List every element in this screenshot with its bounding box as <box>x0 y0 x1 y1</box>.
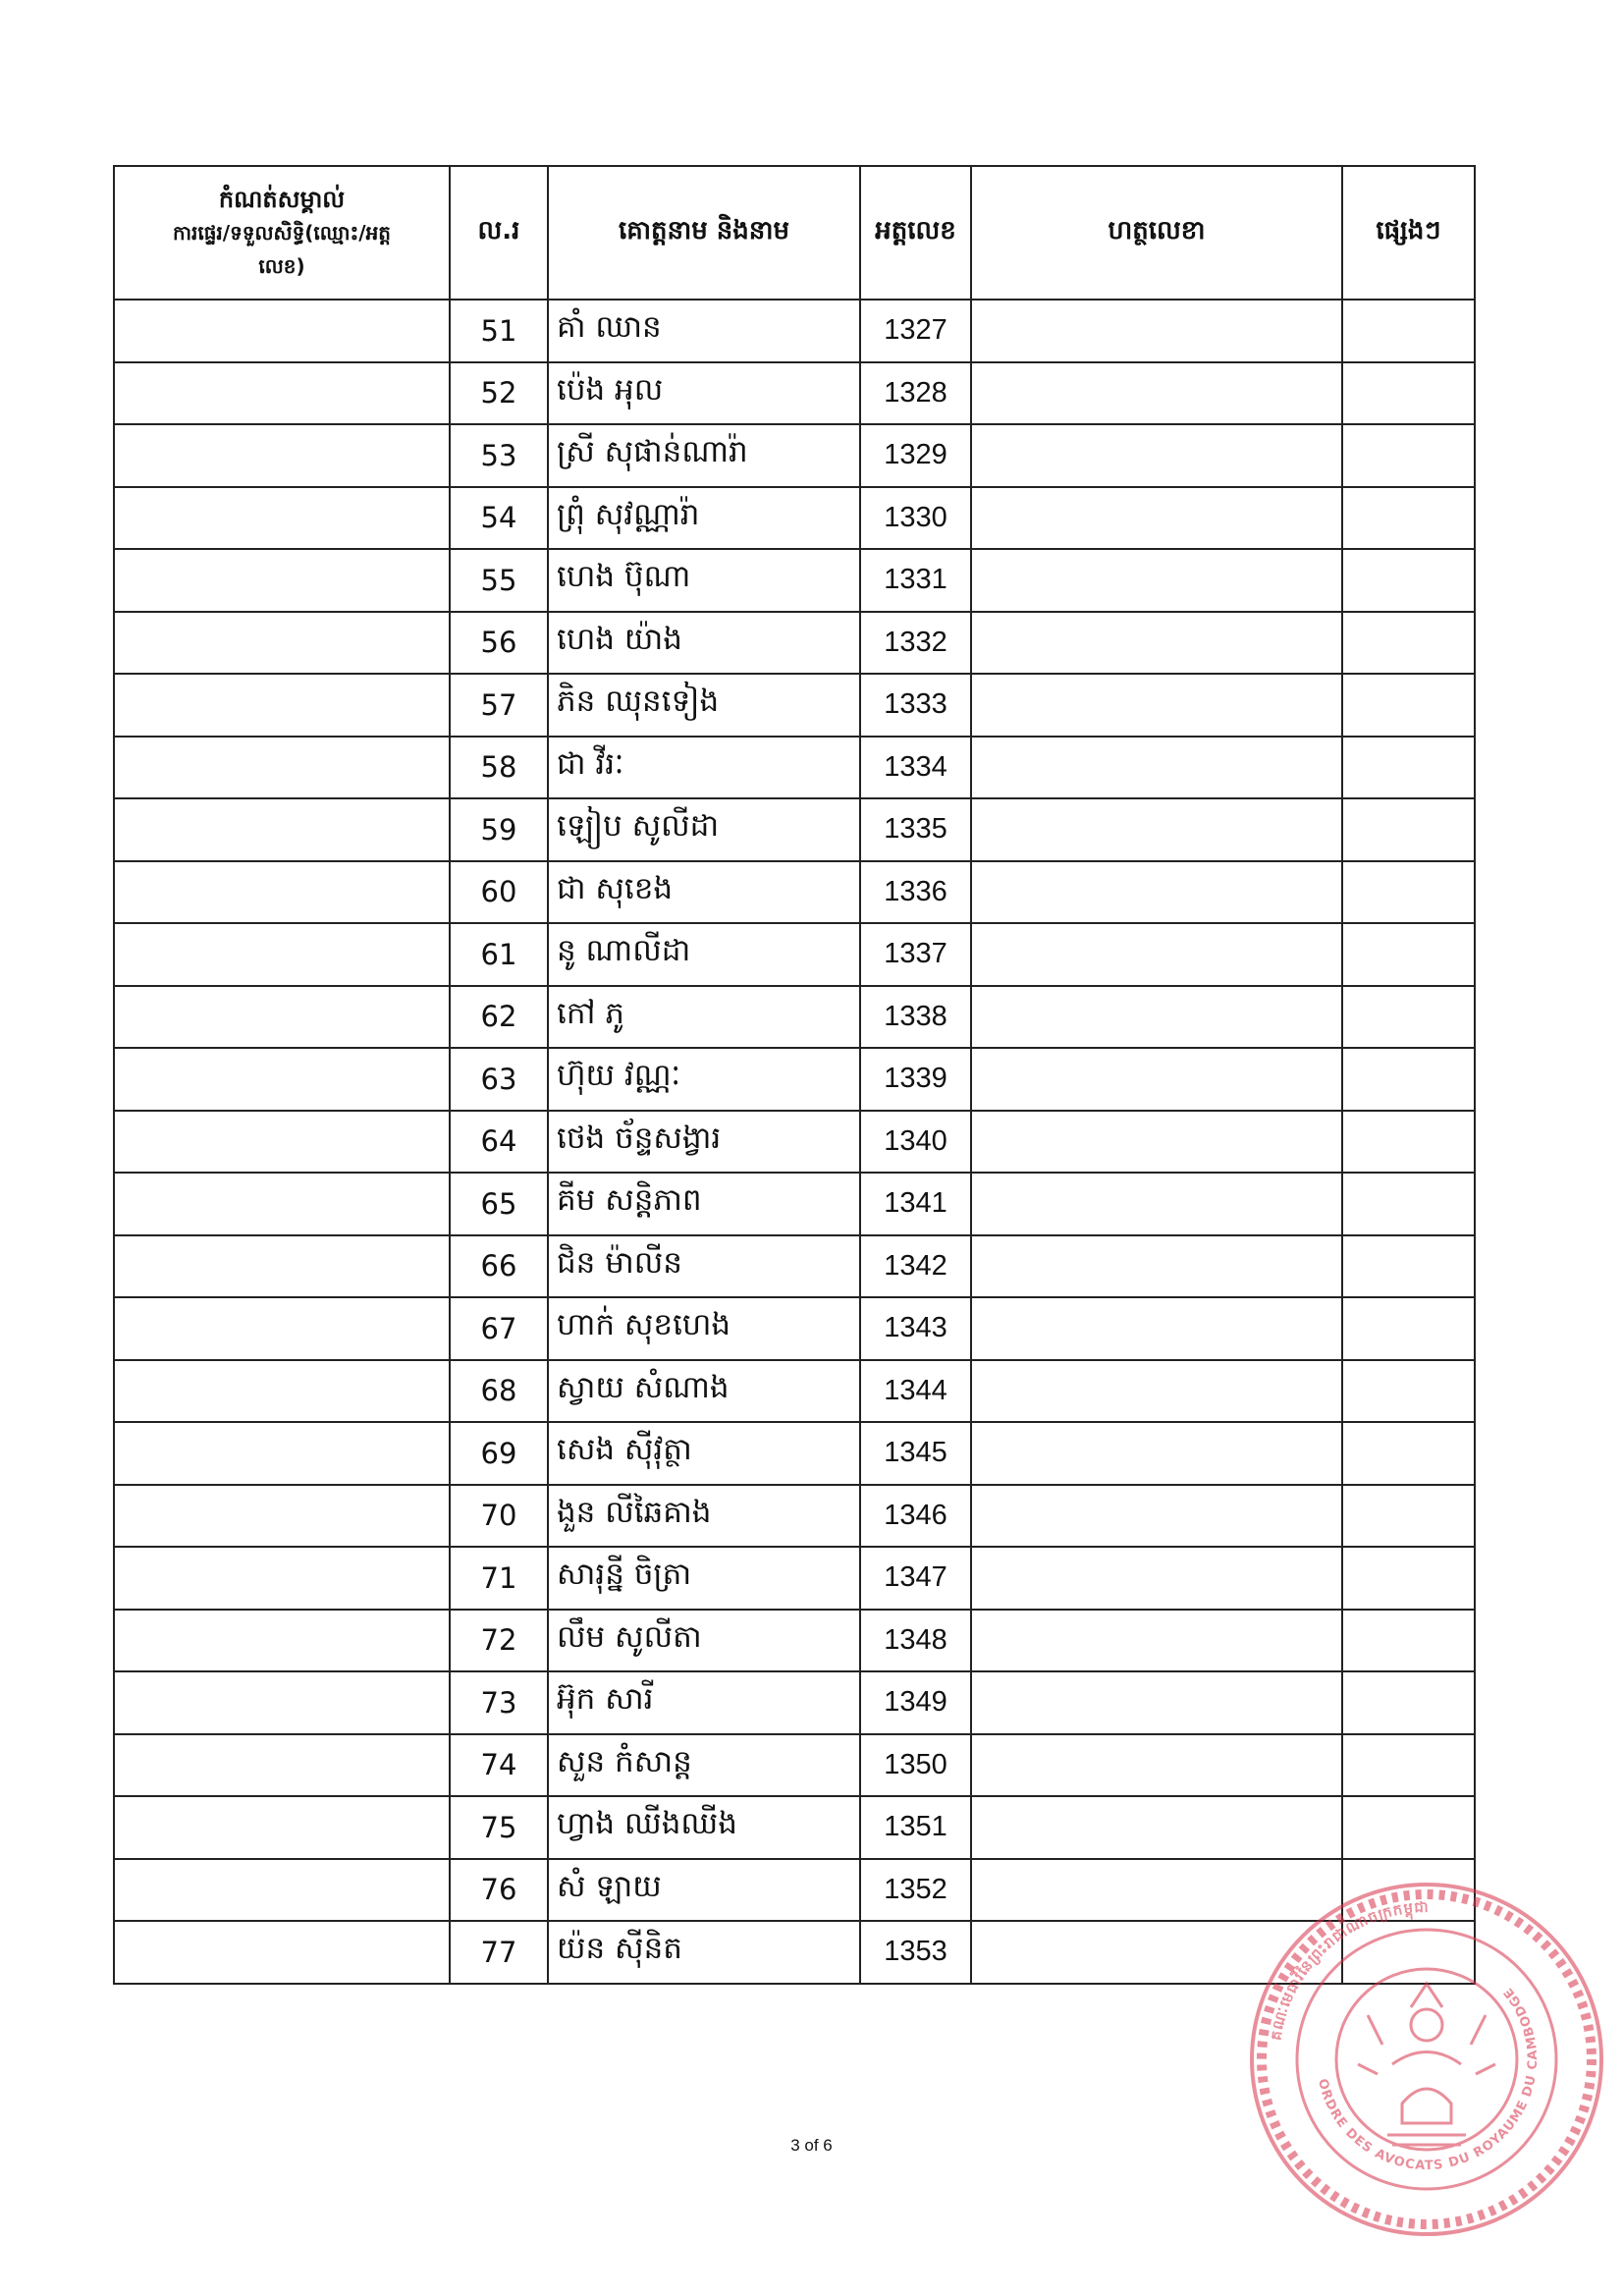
name-cell: ជិន ម៉ាលីន <box>548 1235 860 1298</box>
number-column-header: ល.រ <box>450 166 548 300</box>
remarks-column-header <box>114 166 450 300</box>
row-number-cell: 52 <box>450 362 548 425</box>
signature-cell <box>971 798 1342 861</box>
remarks-cell <box>114 362 450 425</box>
id-number-cell: 1352 <box>860 1859 971 1922</box>
row-number-cell: 54 <box>450 487 548 550</box>
table-row <box>114 737 1475 799</box>
other-cell <box>1342 674 1475 737</box>
other-cell <box>1342 1796 1475 1859</box>
signature-cell <box>971 362 1342 425</box>
table-row <box>114 487 1475 550</box>
remarks-cell <box>114 1921 450 1984</box>
row-number-cell: 69 <box>450 1422 548 1485</box>
remarks-cell <box>114 1734 450 1797</box>
row-number-cell: 56 <box>450 612 548 675</box>
remarks-cell <box>114 424 450 487</box>
name-cell: យ៉ន ស៊ីនិត <box>548 1921 860 1984</box>
other-cell <box>1342 923 1475 986</box>
id-number-cell: 1334 <box>860 737 971 799</box>
table-row <box>114 1111 1475 1174</box>
id-number-cell: 1340 <box>860 1111 971 1174</box>
row-number-cell: 74 <box>450 1734 548 1797</box>
row-number-cell: 62 <box>450 986 548 1049</box>
row-number-cell: 64 <box>450 1111 548 1174</box>
signature-cell <box>971 1422 1342 1485</box>
table-row <box>114 549 1475 612</box>
row-number-cell: 63 <box>450 1048 548 1111</box>
table-row <box>114 1610 1475 1672</box>
id-number-cell: 1327 <box>860 300 971 362</box>
table-row <box>114 986 1475 1049</box>
seal-stamp <box>1245 1878 1608 2241</box>
table-row <box>114 1297 1475 1360</box>
name-column-header: គោត្តនាម និងនាម <box>548 166 860 300</box>
id-number-cell: 1339 <box>860 1048 971 1111</box>
id-number-cell: 1351 <box>860 1796 971 1859</box>
row-number-cell: 53 <box>450 424 548 487</box>
row-number-cell: 60 <box>450 861 548 924</box>
remarks-cell <box>114 1485 450 1548</box>
lawyer-register-table <box>113 165 1476 1985</box>
table-row <box>114 923 1475 986</box>
remarks-cell <box>114 1796 450 1859</box>
other-cell <box>1342 487 1475 550</box>
other-cell <box>1342 1360 1475 1423</box>
signature-cell <box>971 1485 1342 1548</box>
id-number-cell: 1332 <box>860 612 971 675</box>
signature-cell <box>971 300 1342 362</box>
signature-cell <box>971 674 1342 737</box>
row-number-cell: 55 <box>450 549 548 612</box>
table-row <box>114 798 1475 861</box>
name-cell: ស្រី សុផាន់ណារ៉ា <box>548 424 860 487</box>
signature-cell <box>971 1796 1342 1859</box>
id-number-cell: 1342 <box>860 1235 971 1298</box>
signature-cell <box>971 1297 1342 1360</box>
remarks-cell <box>114 1173 450 1235</box>
seal-deity-emblem-icon <box>1358 1984 1495 2145</box>
remarks-cell <box>114 300 450 362</box>
page-number: 3 of 6 <box>790 2136 833 2155</box>
name-cell: ហាក់ សុខហេង <box>548 1297 860 1360</box>
row-number-cell: 71 <box>450 1547 548 1610</box>
other-cell <box>1342 861 1475 924</box>
id-number-cell: 1341 <box>860 1173 971 1235</box>
remarks-cell <box>114 923 450 986</box>
id-number-cell: 1335 <box>860 798 971 861</box>
name-cell: សួន កំសាន្ត <box>548 1734 860 1797</box>
row-number-cell: 57 <box>450 674 548 737</box>
table-row <box>114 1173 1475 1235</box>
row-number-cell: 67 <box>450 1297 548 1360</box>
signature-cell <box>971 1734 1342 1797</box>
remarks-cell <box>114 737 450 799</box>
signature-cell <box>971 487 1342 550</box>
name-cell: ជា វីរៈ <box>548 737 860 799</box>
table-row <box>114 612 1475 675</box>
row-number-cell: 51 <box>450 300 548 362</box>
name-cell: ព្រុំ សុវណ្ណារ៉ា <box>548 487 860 550</box>
table-row <box>114 1796 1475 1859</box>
name-cell: ជា សុខេង <box>548 861 860 924</box>
seal-scallop-ring <box>1262 1894 1592 2224</box>
other-cell <box>1342 612 1475 675</box>
row-number-cell: 72 <box>450 1610 548 1672</box>
id-number-cell: 1347 <box>860 1547 971 1610</box>
id-number-cell: 1330 <box>860 487 971 550</box>
signature-cell <box>971 1048 1342 1111</box>
name-cell: លឹម សូលីតា <box>548 1610 860 1672</box>
remarks-cell <box>114 1360 450 1423</box>
id-column-header: អត្តលេខ <box>860 166 971 300</box>
name-cell: អ៊ុក សារី <box>548 1671 860 1734</box>
remarks-cell <box>114 1610 450 1672</box>
other-cell <box>1342 1671 1475 1734</box>
other-cell <box>1342 798 1475 861</box>
other-cell <box>1342 300 1475 362</box>
row-number-cell: 70 <box>450 1485 548 1548</box>
name-cell: សារុន្នី ចិត្រា <box>548 1547 860 1610</box>
row-number-cell: 75 <box>450 1796 548 1859</box>
name-cell: ប៉េង អុល <box>548 362 860 425</box>
row-number-cell: 68 <box>450 1360 548 1423</box>
name-cell: សេង ស៊ីវុត្ថា <box>548 1422 860 1485</box>
other-cell <box>1342 1485 1475 1548</box>
signature-cell <box>971 1671 1342 1734</box>
id-number-cell: 1337 <box>860 923 971 986</box>
remarks-cell <box>114 674 450 737</box>
signature-cell <box>971 424 1342 487</box>
remarks-header-line2: ការផ្ទេរ/ទទួលសិទ្ធិ(ឈ្មោះ/អត្ត <box>173 221 391 245</box>
name-cell: កៅ ភូ <box>548 986 860 1049</box>
signature-cell <box>971 737 1342 799</box>
table-row <box>114 674 1475 737</box>
name-cell: ហេង យ៉ាង <box>548 612 860 675</box>
table-row <box>114 1485 1475 1548</box>
row-number-cell: 59 <box>450 798 548 861</box>
other-cell <box>1342 362 1475 425</box>
other-cell <box>1342 737 1475 799</box>
other-cell <box>1342 1422 1475 1485</box>
table-header <box>114 166 1475 300</box>
table-row <box>114 1547 1475 1610</box>
name-cell: ងួន លីឆៃគាង <box>548 1485 860 1548</box>
id-number-cell: 1348 <box>860 1610 971 1672</box>
remarks-cell <box>114 1111 450 1174</box>
signature-cell <box>971 549 1342 612</box>
row-number-cell: 65 <box>450 1173 548 1235</box>
id-number-cell: 1350 <box>860 1734 971 1797</box>
seal-inner-text: ORDRE DES AVOCATS DU ROYAUME DU CAMBODGE <box>1314 1984 1542 2174</box>
remarks-cell <box>114 861 450 924</box>
table-row <box>114 1048 1475 1111</box>
name-cell: គីម សន្តិភាព <box>548 1173 860 1235</box>
row-number-cell: 58 <box>450 737 548 799</box>
remarks-cell <box>114 1671 450 1734</box>
table-row <box>114 1360 1475 1423</box>
other-cell <box>1342 1610 1475 1672</box>
id-number-cell: 1346 <box>860 1485 971 1548</box>
table-row <box>114 300 1475 362</box>
remarks-cell <box>114 986 450 1049</box>
remarks-cell <box>114 1422 450 1485</box>
id-number-cell: 1349 <box>860 1671 971 1734</box>
id-number-cell: 1343 <box>860 1297 971 1360</box>
id-number-cell: 1345 <box>860 1422 971 1485</box>
row-number-cell: 73 <box>450 1671 548 1734</box>
remarks-cell <box>114 1297 450 1360</box>
signature-cell <box>971 1235 1342 1298</box>
remarks-cell <box>114 549 450 612</box>
table-row <box>114 861 1475 924</box>
name-cell: ហ៊ុយ វណ្ណៈ <box>548 1048 860 1111</box>
name-cell: នូ ណាលីដា <box>548 923 860 986</box>
row-number-cell: 61 <box>450 923 548 986</box>
other-column-header: ផ្សេងៗ <box>1342 166 1475 300</box>
table-row <box>114 1235 1475 1298</box>
signature-cell <box>971 923 1342 986</box>
name-cell: ឡៀប សូលីដា <box>548 798 860 861</box>
table-body <box>114 300 1475 1984</box>
row-number-cell: 66 <box>450 1235 548 1298</box>
table-row <box>114 1671 1475 1734</box>
seal-outer-ring <box>1252 1885 1601 2234</box>
remarks-cell <box>114 798 450 861</box>
id-number-cell: 1328 <box>860 362 971 425</box>
signature-cell <box>971 612 1342 675</box>
other-cell <box>1342 1734 1475 1797</box>
id-number-cell: 1353 <box>860 1921 971 1984</box>
other-cell <box>1342 1111 1475 1174</box>
table-row <box>114 362 1475 425</box>
other-cell <box>1342 1048 1475 1111</box>
row-number-cell: 77 <box>450 1921 548 1984</box>
other-cell <box>1342 986 1475 1049</box>
id-number-cell: 1338 <box>860 986 971 1049</box>
remarks-cell <box>114 1859 450 1922</box>
id-number-cell: 1336 <box>860 861 971 924</box>
remarks-header-line3: លេខ) <box>258 254 305 278</box>
name-cell: ថេង ច័ន្ទសង្វារ <box>548 1111 860 1174</box>
signature-column-header: ហត្ថលេខា <box>971 166 1342 300</box>
signature-cell <box>971 1111 1342 1174</box>
table-row <box>114 1422 1475 1485</box>
other-cell <box>1342 1235 1475 1298</box>
signature-cell <box>971 861 1342 924</box>
id-number-cell: 1329 <box>860 424 971 487</box>
seal-outer-text: គណៈមេធាវីនៃព្រះរាជាណាចក្រកម្ពុជា <box>1267 1897 1430 2042</box>
other-cell <box>1342 1173 1475 1235</box>
other-cell <box>1342 1297 1475 1360</box>
signature-cell <box>971 1547 1342 1610</box>
signature-cell <box>971 1173 1342 1235</box>
remarks-header-line1: កំណត់សម្គាល់ <box>218 186 346 213</box>
remarks-cell <box>114 487 450 550</box>
name-cell: សំ ឡាយ <box>548 1859 860 1922</box>
remarks-cell <box>114 1547 450 1610</box>
id-number-cell: 1331 <box>860 549 971 612</box>
id-number-cell: 1333 <box>860 674 971 737</box>
name-cell: ហ្វាង ឈីងឈីង <box>548 1796 860 1859</box>
other-cell <box>1342 549 1475 612</box>
signature-cell <box>971 1360 1342 1423</box>
table-row <box>114 1734 1475 1797</box>
table-row <box>114 424 1475 487</box>
signature-cell <box>971 986 1342 1049</box>
signature-cell <box>971 1610 1342 1672</box>
remarks-cell <box>114 612 450 675</box>
remarks-cell <box>114 1048 450 1111</box>
other-cell <box>1342 424 1475 487</box>
row-number-cell: 76 <box>450 1859 548 1922</box>
name-cell: ស្វាយ សំណាង <box>548 1360 860 1423</box>
name-cell: ហេង ប៊ុណា <box>548 549 860 612</box>
other-cell <box>1342 1547 1475 1610</box>
id-number-cell: 1344 <box>860 1360 971 1423</box>
name-cell: ភិន ឈុនទៀង <box>548 674 860 737</box>
remarks-cell <box>114 1235 450 1298</box>
name-cell: គាំ ឈាន <box>548 300 860 362</box>
